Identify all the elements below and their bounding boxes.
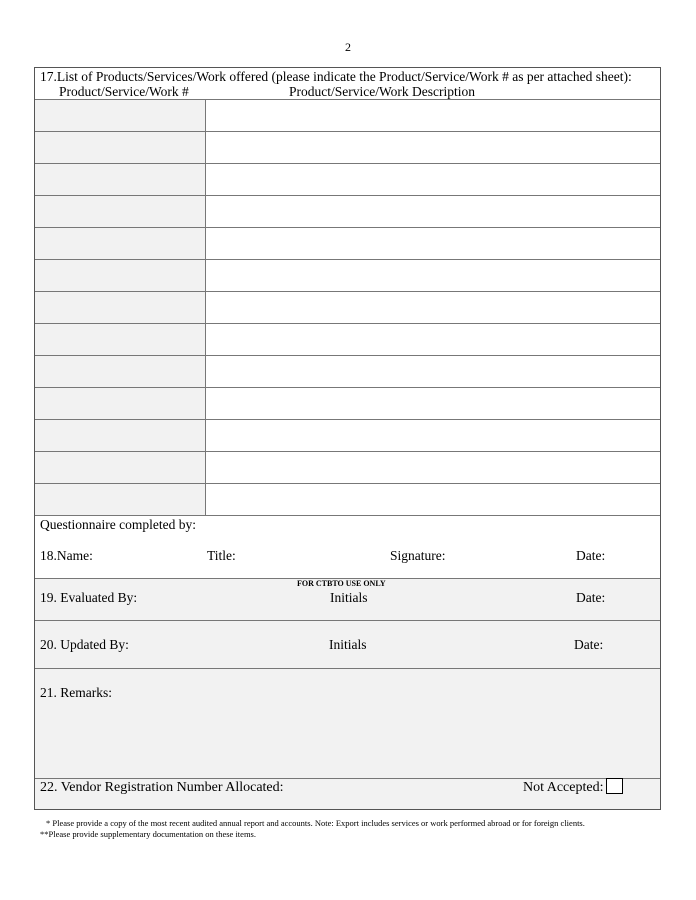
product-number-cell[interactable] [35, 388, 206, 419]
vendor-form [34, 67, 661, 810]
table-row [35, 260, 660, 292]
evaluated-section [35, 579, 660, 621]
product-number-cell[interactable] [35, 196, 206, 227]
product-number-cell[interactable] [35, 356, 206, 387]
remarks-label: 21. Remarks: [40, 685, 112, 700]
table-row [35, 164, 660, 196]
updated-initials-field[interactable]: Initials [329, 637, 367, 652]
product-description-cell[interactable] [206, 388, 660, 419]
vendor-registration-field[interactable]: 22. Vendor Registration Number Allocated: [40, 780, 284, 795]
title-field[interactable]: Title: [207, 548, 236, 563]
product-number-cell[interactable] [35, 420, 206, 451]
product-number-cell[interactable] [35, 164, 206, 195]
questionnaire-section [35, 516, 660, 579]
table-row [35, 356, 660, 388]
section-17-header [35, 68, 660, 100]
date-field[interactable]: Date: [576, 548, 606, 563]
table-row [35, 132, 660, 164]
table-row [35, 292, 660, 324]
footnotes [40, 818, 585, 840]
remarks-section[interactable] [35, 669, 660, 779]
vendor-section [35, 779, 660, 809]
name-field[interactable]: 18.Name: [40, 548, 93, 563]
product-number-cell[interactable] [35, 484, 206, 515]
column-description-header: Product/Service/Work Description [289, 84, 475, 99]
table-row [35, 228, 660, 260]
section-17-title: 17.List of Products/Services/Work offered (please indicate the Product/Service/Work # as per attached sheet): [40, 69, 632, 84]
table-row [35, 452, 660, 484]
column-number-header: Product/Service/Work # [59, 84, 189, 99]
product-description-cell[interactable] [206, 228, 660, 259]
products-table [35, 100, 660, 516]
updated-date-field[interactable]: Date: [574, 637, 604, 652]
product-description-cell[interactable] [206, 356, 660, 387]
table-row [35, 324, 660, 356]
product-number-cell[interactable] [35, 324, 206, 355]
evaluated-by-field[interactable]: 19. Evaluated By: [40, 590, 138, 605]
questionnaire-label: Questionnaire completed by: [40, 517, 196, 532]
updated-by-field[interactable]: 20. Updated By: [40, 637, 129, 652]
evaluated-initials-field[interactable]: Initials [330, 590, 368, 605]
footnote-2: **Please provide supplementary documentation on these items. [40, 829, 256, 839]
table-row [35, 420, 660, 452]
product-number-cell[interactable] [35, 452, 206, 483]
product-description-cell[interactable] [206, 484, 660, 515]
footnote-1: * Please provide a copy of the most recent audited annual report and accounts. Note: Export includes services or work performed abroad or for foreign clients. [46, 818, 585, 828]
product-description-cell[interactable] [206, 452, 660, 483]
not-accepted-checkbox[interactable] [606, 778, 623, 794]
evaluated-date-field[interactable]: Date: [576, 590, 606, 605]
product-description-cell[interactable] [206, 324, 660, 355]
product-number-cell[interactable] [35, 100, 206, 131]
product-description-cell[interactable] [206, 196, 660, 227]
table-row [35, 100, 660, 132]
product-number-cell[interactable] [35, 292, 206, 323]
product-description-cell[interactable] [206, 260, 660, 291]
signature-field[interactable]: Signature: [390, 548, 446, 563]
table-row [35, 388, 660, 420]
product-description-cell[interactable] [206, 132, 660, 163]
product-number-cell[interactable] [35, 228, 206, 259]
page-number: 2 [345, 40, 351, 54]
updated-section [35, 621, 660, 669]
ctbto-use-only-banner: FOR CTBTO USE ONLY [297, 579, 386, 588]
table-row [35, 484, 660, 516]
product-number-cell[interactable] [35, 260, 206, 291]
product-number-cell[interactable] [35, 132, 206, 163]
product-description-cell[interactable] [206, 100, 660, 131]
product-description-cell[interactable] [206, 420, 660, 451]
not-accepted-label: Not Accepted: [523, 780, 604, 795]
table-row [35, 196, 660, 228]
product-description-cell[interactable] [206, 164, 660, 195]
product-description-cell[interactable] [206, 292, 660, 323]
